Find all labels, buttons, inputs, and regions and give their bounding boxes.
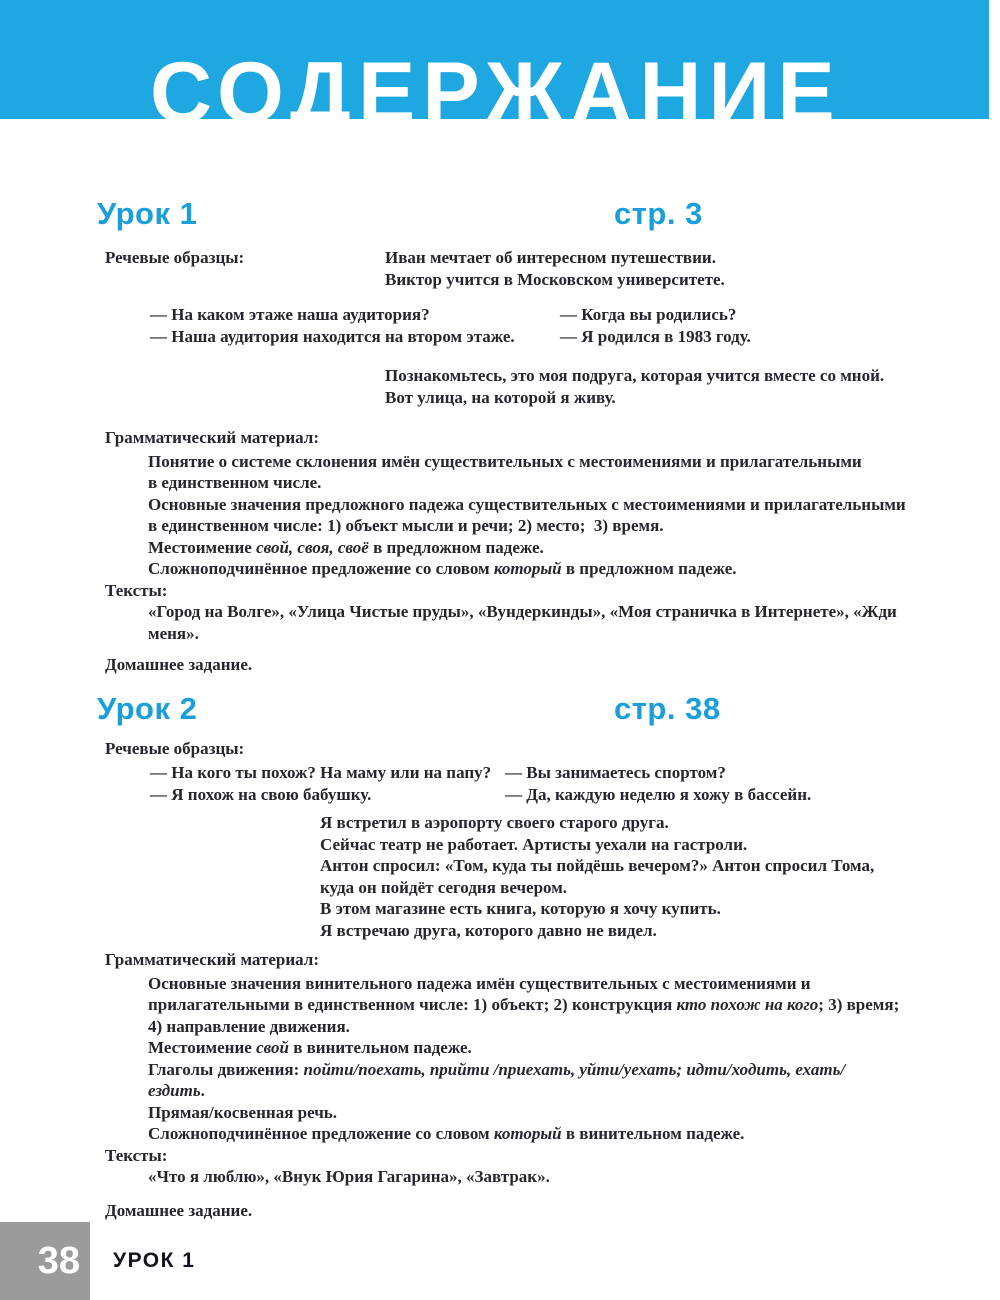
example-paragraph — [385, 365, 1000, 408]
page-number-box — [0, 1222, 90, 1300]
footer-lesson-label: УРОК 1 — [113, 1249, 196, 1272]
section-label: Грамматический материал: — [105, 950, 319, 969]
section-label: Речевые образцы: — [105, 248, 245, 267]
text-run: — Наша аудитория находится на втором этаже. — [150, 326, 515, 346]
text-line — [320, 834, 1000, 856]
text-line — [148, 1102, 1000, 1124]
text-run: Основные значения предложного падежа существительных с местоимениями и прилагательными — [148, 494, 906, 514]
text-run: — На кого ты похож? На маму или на папу? — [150, 763, 492, 782]
text-run: в предложном падеже. — [368, 537, 544, 557]
text-line — [148, 623, 1000, 645]
italic-term: кто похож на кого — [676, 995, 819, 1014]
text-line — [148, 515, 1000, 537]
text-line — [385, 269, 725, 291]
text-run: Сложноподчинённое предложение со словом — [148, 559, 494, 578]
text-run: Глаголы движения: — [148, 1059, 304, 1079]
italic-term: который — [493, 1124, 562, 1143]
text-line — [148, 537, 1000, 559]
dialog-column — [505, 762, 811, 805]
text-run: в винительном падеже. — [288, 1038, 472, 1057]
example-paragraph — [148, 601, 1000, 644]
text-run: Прямая/косвенная речь. — [148, 1102, 338, 1122]
text-run: Сложноподчинённое предложение со словом — [148, 1124, 494, 1143]
text-run: Вот улица, на которой я живу. — [385, 387, 616, 407]
example-paragraph — [148, 973, 1000, 1145]
text-run: в винительном падеже. — [561, 1124, 745, 1143]
lesson-heading — [0, 691, 1000, 729]
text-run: куда он пойдёт сегодня вечером. — [320, 877, 568, 897]
text-line — [148, 1037, 1000, 1059]
text-run: «Город на Волге», «Улица Чистые пруды», «Вундеркинды», «Моя страничка в Интернете», «Жди — [148, 602, 897, 621]
text-run: — Когда вы родились? — [560, 305, 737, 324]
example-paragraph — [320, 812, 1000, 941]
italic-term: который — [493, 559, 562, 578]
text-run: «Что я люблю», «Внук Юрия Гагарина», «Завтрак». — [148, 1167, 550, 1186]
example-paragraph — [148, 451, 1000, 580]
text-line — [148, 1059, 1000, 1081]
dialog-column — [560, 304, 751, 347]
italic-term: свой — [256, 1038, 289, 1057]
text-run: — Я родился в 1983 году. — [560, 326, 751, 346]
text-run: Иван мечтает об интересном путешествии. — [385, 248, 716, 267]
section-label: Домашнее задание. — [105, 655, 253, 674]
text-run: Местоимение — [148, 1038, 257, 1057]
text-run: Основные значения винительного падежа имён существительных с местоимениями и — [148, 973, 811, 993]
text-run: . — [200, 1081, 205, 1100]
text-line — [320, 855, 1000, 877]
banner — [0, 0, 989, 141]
text-line — [148, 1080, 1000, 1102]
text-line — [148, 1166, 1000, 1188]
text-run: ; 3) время; — [818, 995, 900, 1014]
page-title: СОДЕРЖАНИЕ — [150, 45, 842, 141]
text-line — [320, 812, 1000, 834]
toc-content — [0, 119, 1000, 1221]
italic-term: свой, своя, своё — [256, 537, 369, 557]
text-line — [148, 994, 1000, 1016]
text-run: Понятие о системе склонения имён существительных с местоимениями и прилагательными — [148, 451, 862, 471]
text-run: Я встречаю друга, которого давно не видел. — [320, 920, 657, 940]
text-run: Сейчас театр не работает. Артисты уехали на гастроли. — [320, 834, 748, 854]
text-line — [148, 1016, 1000, 1038]
text-line — [148, 494, 1000, 516]
page-number: 38 — [37, 1239, 80, 1282]
text-line — [148, 451, 1000, 473]
text-run: Познакомьтесь, это моя подруга, которая учится вместе со мной. — [385, 366, 885, 385]
page-footer — [0, 1222, 1000, 1300]
text-line — [320, 920, 1000, 942]
text-line — [505, 784, 811, 806]
dialog-column — [150, 762, 491, 805]
section-label: Домашнее задание. — [105, 1200, 253, 1220]
text-line — [385, 247, 725, 269]
text-run: — Вы занимаетесь спортом? — [505, 763, 726, 782]
text-run: — Я похож на свою бабушку. — [150, 784, 372, 804]
text-run: в предложном падеже. — [561, 559, 737, 578]
lesson-page-ref: стр. 3 — [614, 196, 703, 231]
section-label-row — [0, 247, 1000, 290]
text-run: В этом магазине есть книга, которую я хочу купить. — [320, 899, 721, 918]
text-line — [150, 784, 491, 806]
text-run: Виктор учится в Московском университете. — [385, 269, 725, 289]
text-line — [150, 304, 515, 326]
text-line — [320, 877, 1000, 899]
text-run: меня». — [148, 623, 199, 643]
dialog-row — [0, 762, 1000, 805]
italic-term: пойти/поехать, прийти /приехать, уйти/уехать; идти/ходить, ехать/ — [303, 1059, 846, 1079]
italic-term: ездить — [148, 1081, 201, 1100]
text-line — [385, 365, 1000, 387]
text-run: Я встретил в аэропорту своего старого друга. — [320, 813, 669, 832]
dialog-column — [150, 304, 515, 347]
text-line — [150, 326, 515, 348]
text-line — [148, 973, 1000, 995]
text-run: — На каком этаже наша аудитория? — [150, 305, 430, 324]
text-line — [148, 472, 1000, 494]
text-run: 4) направление движения. — [148, 1016, 350, 1036]
text-line — [505, 762, 811, 784]
text-run: Местоимение — [148, 537, 257, 557]
text-line — [320, 898, 1000, 920]
text-line — [560, 326, 751, 348]
text-run: в единственном числе. — [148, 473, 322, 492]
section-label: Тексты: — [105, 1145, 168, 1165]
lesson-page-ref: стр. 38 — [614, 690, 721, 726]
text-line — [150, 762, 491, 784]
example-paragraph — [148, 1166, 1000, 1188]
dialog-row — [0, 304, 1000, 347]
text-line — [560, 304, 751, 326]
text-run: Антон спросил: «Том, куда ты пойдёшь вечером?» Антон спросил Тома, — [320, 856, 875, 875]
example-column — [385, 247, 725, 290]
section-label: Речевые образцы: — [105, 738, 245, 758]
lesson-title: Урок 2 — [97, 690, 198, 726]
text-line — [148, 601, 1000, 623]
text-run: в единственном числе: 1) объект мысли и речи; 2) место; 3) время. — [148, 516, 664, 535]
text-run: — Да, каждую неделю я хожу в бассейн. — [505, 784, 812, 804]
text-line — [385, 387, 1000, 409]
lesson-heading — [0, 196, 1000, 234]
section-label: Грамматический материал: — [105, 428, 319, 447]
text-run: прилагательными в единственном числе: 1) объект; 2) конструкция — [148, 995, 677, 1014]
section-label: Тексты: — [105, 580, 168, 600]
lesson-title: Урок 1 — [97, 196, 198, 231]
text-line — [148, 558, 1000, 580]
text-line — [148, 1123, 1000, 1145]
